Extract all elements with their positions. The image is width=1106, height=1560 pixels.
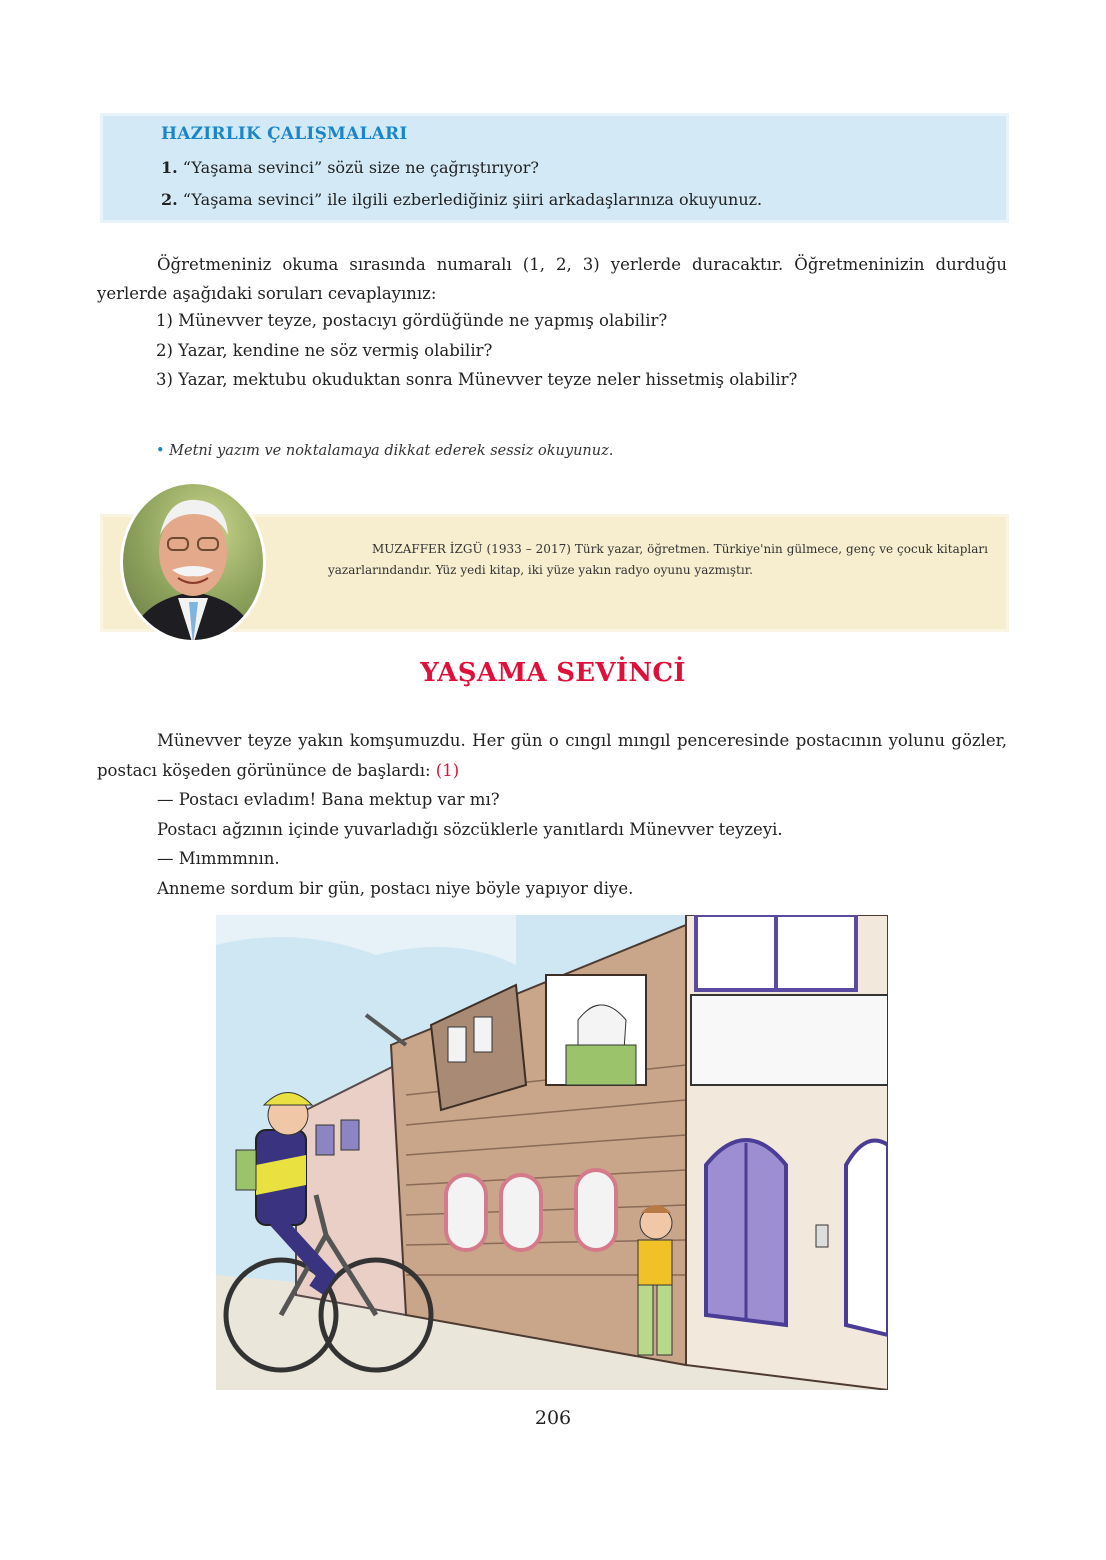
story-illustration — [216, 915, 888, 1390]
page-number: 206 — [534, 1407, 572, 1429]
intro-paragraph: Öğretmeniniz okuma sırasında numaralı (1, 2, 3) yerlerde duracaktır. Öğretmeninizin durduğu yerlerde aşağıdaki soruları cevaplayınız: — [97, 255, 1007, 303]
story-paragraph-1 — [97, 726, 1007, 785]
story-line-4: — Mımmmnın. — [157, 849, 280, 868]
reading-question-1: 1) Münevver teyze, postacıyı gördüğünde ne yapmış olabilir? — [156, 311, 668, 330]
question-text: “Yaşama sevinci” ile ilgili ezberlediğiniz şiiri arkadaşlarınıza okuyunuz. — [182, 190, 763, 209]
preparation-question-2 — [161, 190, 762, 209]
question-number: 1. — [161, 158, 178, 177]
story-line-3: Postacı ağzının içinde yuvarladığı sözcüklerle yanıtlardı Münevver teyzeyi. — [157, 819, 783, 839]
story-line-5: Anneme sordum bir gün, postacı niye böyle yapıyor diye. — [157, 878, 634, 898]
reading-question-2: 2) Yazar, kendine ne söz vermiş olabilir? — [156, 340, 493, 360]
intro-section — [97, 250, 1007, 308]
question-text: “Yaşama sevinci” sözü size ne çağrıştırıyor? — [182, 158, 539, 177]
preparation-question-1 — [161, 158, 539, 177]
story-line-2: — Postacı evladım! Bana mektup var mı? — [157, 790, 500, 809]
preparation-title: HAZIRLIK ÇALIŞMALARI — [161, 124, 408, 144]
preparation-box — [103, 116, 1006, 220]
reading-questions — [156, 306, 797, 395]
story-title: YAŞAMA SEVİNCİ — [420, 658, 686, 688]
reading-question-3: 3) Yazar, mektubu okuduktan sonra Münevver teyze neler hissetmiş olabilir? — [156, 370, 798, 389]
author-portrait — [118, 480, 268, 645]
instruction-text: Metni yazım ve noktalamaya dikkat ederek sessiz okuyunuz. — [169, 443, 614, 459]
stop-marker-1: (1) — [435, 760, 460, 780]
story-body — [97, 726, 1007, 903]
story-paragraph-1-text: Münevver teyze yakın komşumuzdu. Her gün o cıngıl mıngıl penceresinde postacının yolunu gözler, postacı köşeden görününce de başlardı: — [97, 731, 1007, 780]
bullet-icon: • — [156, 443, 165, 459]
author-bio: MUZAFFER İZGÜ (1933 – 2017) Türk yazar, öğretmen. Türkiye'nin gülmece, genç ve çocuk kitapları yazarlarındandır. Yüz yedi kitap, iki yüze yakın radyo oyunu yazmıştır. — [328, 542, 988, 577]
reading-instruction — [156, 443, 613, 459]
question-number: 2. — [161, 190, 178, 209]
